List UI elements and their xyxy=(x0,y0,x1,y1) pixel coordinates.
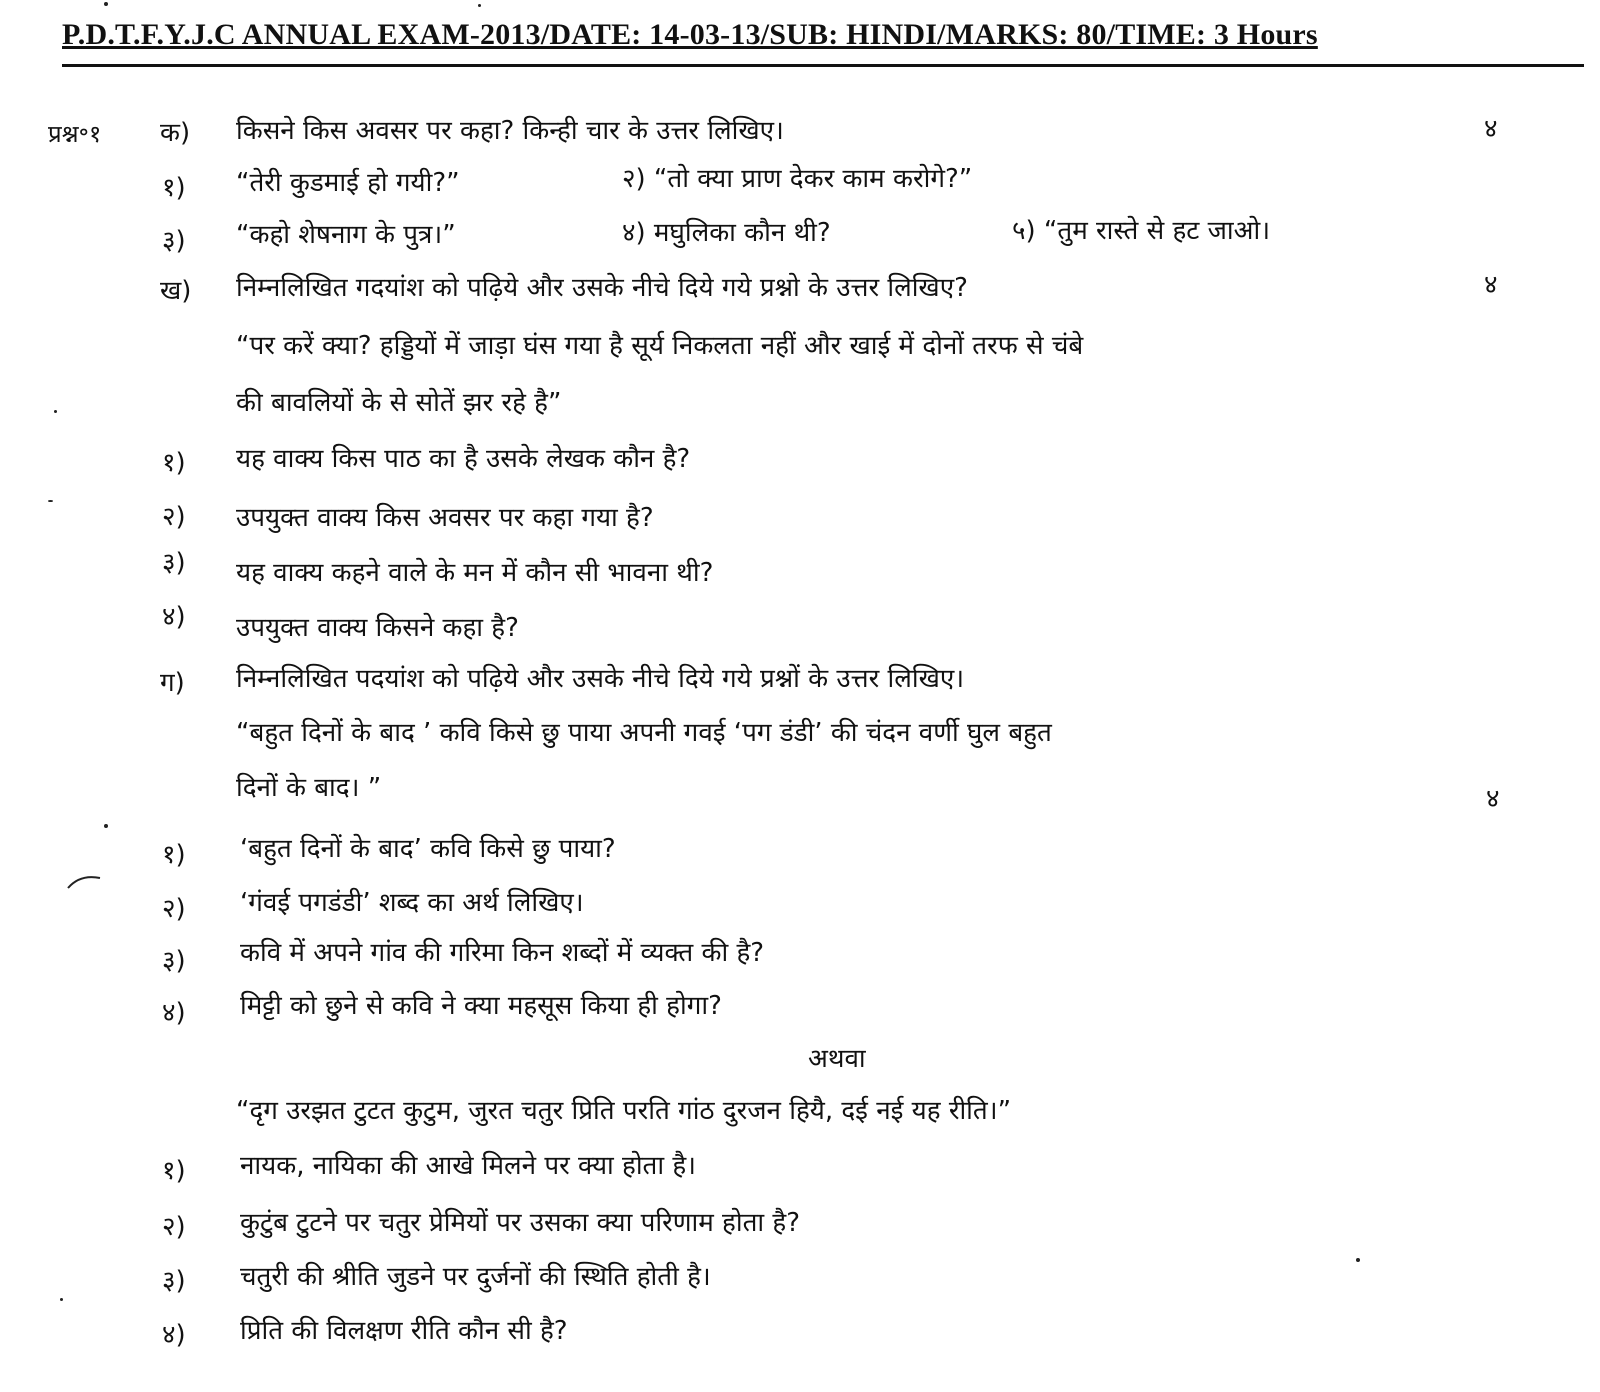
item-number: २) xyxy=(162,502,186,532)
part-kha-item-4: उपयुक्त वाक्य किसने कहा है? xyxy=(236,613,519,643)
part-ka-label: क) xyxy=(160,118,191,148)
alt-item-2: कुटुंब टुटने पर चतुर प्रेमियों पर उसका क्या परिणाम होता है? xyxy=(240,1208,801,1238)
part-kha-item-2: उपयुक्त वाक्य किस अवसर पर कहा गया है? xyxy=(236,503,654,533)
alt-passage: “दृग उरझत टुटत कुटुम, जुरत चतुर प्रिति परति गांठ दुरजन हियै, दई नई यह रीति।” xyxy=(236,1096,1012,1126)
part-kha-marks: ४ xyxy=(1484,270,1498,300)
item-number: ४) xyxy=(162,602,186,632)
scan-speck xyxy=(60,1298,63,1301)
part-ka-item-5: ५) “तुम रास्ते से हट जाओ। xyxy=(1012,216,1271,246)
part-ka-item-2: २) “तो क्या प्राण देकर काम करोगे?” xyxy=(622,164,973,194)
part-kha-passage-line-2: की बावलियों के से सोतें झर रहे है” xyxy=(236,388,562,418)
question-number: प्रश्न॰१ xyxy=(48,120,102,148)
item-number: ३) xyxy=(162,548,186,578)
part-ga-item-3: कवि में अपने गांव की गरिमा किन शब्दों में व्यक्त की है? xyxy=(240,938,765,968)
part-ka-instruction: किसने किस अवसर पर कहा? किन्ही चार के उत्तर लिखिए। xyxy=(236,116,784,146)
scan-mark xyxy=(66,872,106,892)
part-ga-label: ग) xyxy=(160,668,185,698)
item-number: ३) xyxy=(162,946,186,976)
item-number: ३) xyxy=(162,226,186,256)
scan-speck xyxy=(104,2,108,6)
part-ga-item-2: ‘गंवई पगडंडी’ शब्द का अर्थ लिखिए। xyxy=(240,888,584,918)
item-number: १) xyxy=(162,173,186,203)
item-number: १) xyxy=(162,448,186,478)
exam-header: P.D.T.F.Y.J.C ANNUAL EXAM-2013/DATE: 14-03-13/SUB: HINDI/MARKS: 80/TIME: 3 Hours xyxy=(62,18,1318,51)
part-ka-item-4: ४) मघुलिका कौन थी? xyxy=(622,218,831,248)
part-ga-item-1: ‘बहुत दिनों के बाद’ कवि किसे छु पाया? xyxy=(240,834,616,864)
item-number: १) xyxy=(162,1156,186,1186)
alt-item-4: प्रिति की विलक्षण रीति कौन सी है? xyxy=(240,1316,568,1346)
item-number: २) xyxy=(162,894,186,924)
item-number: ४) xyxy=(162,1320,186,1350)
part-ga-marks: ४ xyxy=(1486,784,1500,814)
scan-speck xyxy=(478,4,481,7)
part-kha-item-3: यह वाक्य कहने वाले के मन में कौन सी भावना थी? xyxy=(236,558,714,588)
part-kha-label: ख) xyxy=(160,276,192,306)
scan-speck xyxy=(1356,1258,1360,1262)
part-ka-item-3: “कहो शेषनाग के पुत्र।” xyxy=(236,220,456,250)
alt-item-1: नायक, नायिका की आखे मिलने पर क्या होता है। xyxy=(240,1151,697,1181)
header-rule xyxy=(62,64,1584,67)
part-kha-item-1: यह वाक्य किस पाठ का है उसके लेखक कौन है? xyxy=(236,444,691,474)
scan-speck xyxy=(104,824,108,828)
or-label: अथवा xyxy=(808,1044,866,1074)
item-number: ३) xyxy=(162,1266,186,1296)
part-ka-marks: ४ xyxy=(1484,114,1498,144)
part-kha-passage-line-1: “पर करें क्या? हड्डियों में जाड़ा घंस गया है सूर्य निकलता नहीं और खाई में दोनों तरफ से चंबे xyxy=(236,331,1084,361)
part-ga-instruction: निम्नलिखित पदयांश को पढ़िये और उसके नीचे दिये गये प्रश्नों के उत्तर लिखिए। xyxy=(236,664,965,694)
scan-speck xyxy=(48,500,53,502)
part-ga-passage-line-2: दिनों के बाद। ” xyxy=(236,773,382,803)
part-ga-item-4: मिट्टी को छुने से कवि ने क्या महसूस किया ही होगा? xyxy=(240,991,722,1021)
part-ga-passage-line-1: “बहुत दिनों के बाद ’ कवि किसे छु पाया अपनी गवई ‘पग डंडी’ की चंदन वर्णी घुल बहुत xyxy=(236,718,1052,748)
part-kha-instruction: निम्नलिखित गदयांश को पढ़िये और उसके नीचे दिये गये प्रश्नो के उत्तर लिखिए? xyxy=(236,273,968,303)
scan-speck xyxy=(54,410,57,413)
item-number: ४) xyxy=(162,998,186,1028)
part-ka-item-1: “तेरी कुडमाई हो गयी?” xyxy=(236,168,460,198)
alt-item-3: चतुरी की श्रीति जुडने पर दुर्जनों की स्थिति होती है। xyxy=(240,1262,711,1292)
item-number: १) xyxy=(162,840,186,870)
item-number: २) xyxy=(162,1212,186,1242)
